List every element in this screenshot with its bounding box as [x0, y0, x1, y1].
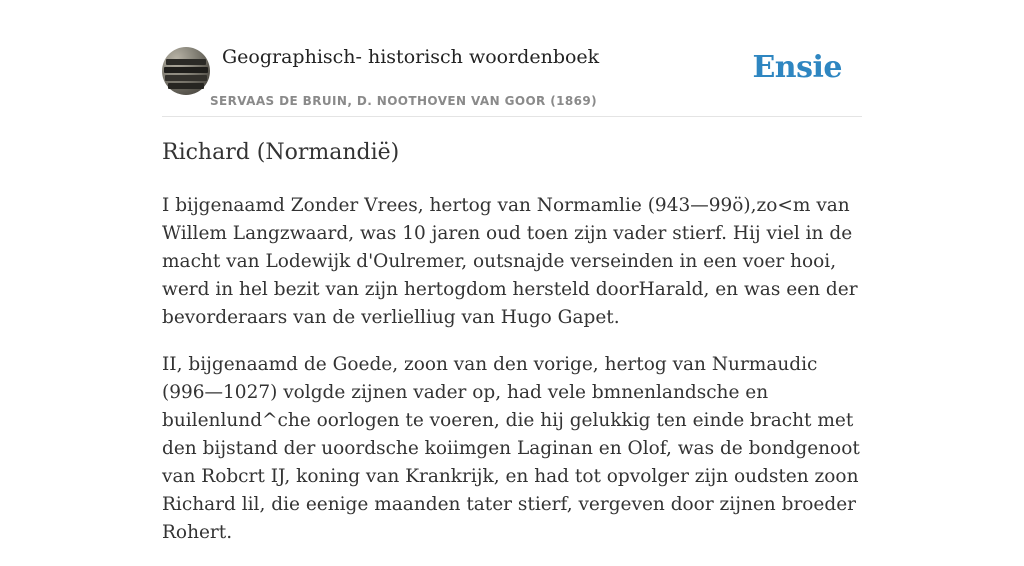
book-icon: [166, 59, 206, 65]
entry-body: [162, 192, 862, 566]
dictionary-authors: SERVAAS DE BRUIN, D. NOOTHOVEN VAN GOOR (1869): [210, 94, 598, 108]
brand-logo[interactable]: Ensie: [752, 50, 842, 85]
entry-title: Richard (Normandië): [162, 140, 400, 165]
dictionary-header: [162, 0, 862, 117]
book-icon: [168, 83, 204, 89]
content-column: [162, 0, 862, 543]
book-icon: [164, 67, 208, 73]
book-icon: [165, 75, 207, 81]
dictionary-title[interactable]: Geographisch- historisch woordenboek: [222, 46, 600, 68]
dictionary-avatar[interactable]: [162, 47, 210, 95]
entry-paragraph: I bijgenaamd Zonder Vrees, hertog van Normamlie (943—99ö),zo<m van Willem Langzwaard, was 10 jaren oud toen zijn vader stierf. Hij viel in de macht van Lodewijk d'Oulremer, outsnajde verseinden in een voer hooi, werd in hel bezit van zijn hertogdom hersteld doorHarald, en was een der bevorderaars van de verlielliug van Hugo Gapet.: [162, 195, 858, 328]
entry-paragraph: II, bijgenaamd de Goede, zoon van den vorige, hertog van Nurmaudic (996—1027) volgde zijnen vader op, had vele bmnenlandsche en builenlund^che oorlogen te voeren, die hij gelukkig ten einde bracht met den bijstand der uoordsche koiimgen Laginan en Olof, was de bondgenoot van Robcrt IJ, koning van Krankrijk, en had tot opvolger zijn oudsten zoon Richard lil, die eenige maanden tater stierf, vergeven door zijnen broeder Rohert.: [162, 354, 860, 543]
